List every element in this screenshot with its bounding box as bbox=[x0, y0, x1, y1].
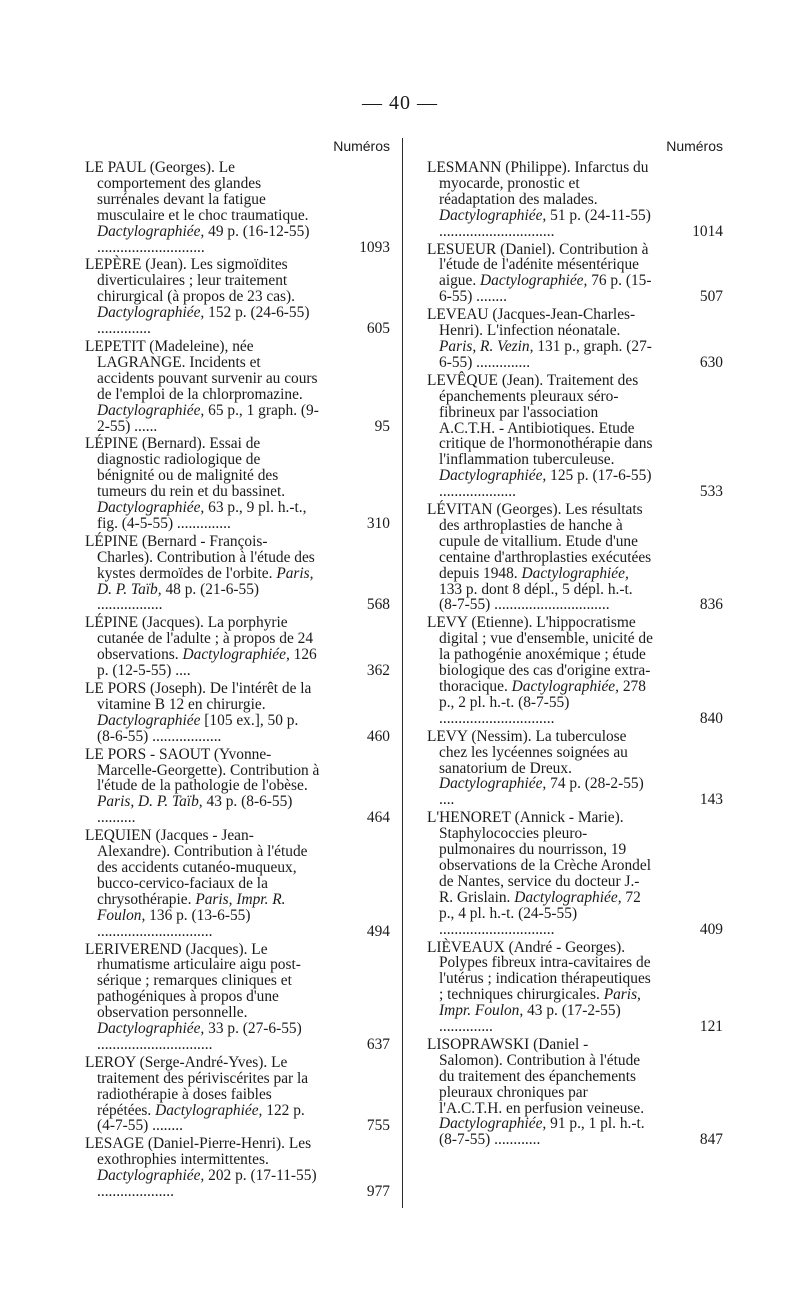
bibliography-entry bbox=[427, 307, 723, 371]
author-given-names: (Bernard). bbox=[141, 435, 206, 453]
author-given-names: (Daniel). bbox=[500, 240, 556, 258]
bibliography-entry bbox=[85, 257, 390, 337]
publication-info: Paris, R. Vezin, bbox=[439, 337, 534, 355]
bibliography-entry bbox=[85, 681, 390, 745]
publication-info: Dactylographiée, bbox=[97, 499, 205, 517]
bibliography-entry bbox=[427, 615, 723, 726]
pagination-date: 202 p. (17-11-55) .................... bbox=[97, 1167, 317, 1201]
publication-info: Dactylographiée, bbox=[439, 1115, 547, 1133]
bibliography-entry bbox=[427, 729, 723, 809]
thesis-title: Essai de diagnostic radiologique de bénignité ou de malignité des tumeurs du rein et du bassinet. bbox=[97, 435, 286, 501]
bibliography-entry bbox=[85, 436, 390, 531]
publication-info: Paris, Impr. R. Foulon, bbox=[97, 890, 286, 924]
bibliography-entry bbox=[427, 810, 723, 937]
author-surname: LEVY bbox=[427, 614, 468, 632]
entry-number: 1014 bbox=[692, 222, 723, 240]
left-entry-list bbox=[85, 160, 390, 1200]
entry-number: 630 bbox=[699, 353, 723, 371]
pagination-date: 49 p. (16-12-55) ............................ bbox=[97, 222, 310, 256]
pagination-date: 72 p., 4 pl. h.-t. (24-5-55) .............................. bbox=[439, 888, 641, 938]
entry-number: 637 bbox=[366, 1035, 390, 1053]
publication-info: Dactylographiée, bbox=[97, 1167, 205, 1185]
author-surname: LEROY bbox=[85, 1053, 136, 1071]
thesis-title: Traitement des épanchements pleuraux séro-fibrineux par l'association A.C.T.H. - Antibiotiques. Etude critique de l'hormonothérapie dans l'inflammation tuberculeuse. bbox=[439, 371, 653, 469]
bibliography-entry bbox=[427, 242, 723, 306]
author-surname: LÉPINE bbox=[85, 532, 139, 550]
entry-number: 836 bbox=[699, 596, 723, 614]
bibliography-entry bbox=[85, 747, 390, 827]
thesis-title: Les sigmoïdites diverticulaires ; leur traitement chirurgical (à propos de 23 cas). bbox=[97, 256, 296, 306]
author-surname: LE PORS bbox=[85, 680, 147, 697]
thesis-title: Le traitement des périviscérites par la radiothérapie à doses faibles répétées. bbox=[97, 1053, 309, 1119]
right-entry-list bbox=[427, 160, 723, 1148]
thesis-title: Contribution à l'étude du traitement des épanchements pleuraux chroniques par l'A.C.T.H. en perfusion veineuse. bbox=[439, 1051, 645, 1117]
entry-number: 121 bbox=[699, 1018, 723, 1036]
bibliography-entry bbox=[85, 160, 390, 255]
bibliography-entry bbox=[427, 1037, 723, 1148]
pagination-date: 63 p., 9 pl. h.-t., fig. (4-5-55) .............. bbox=[97, 499, 307, 532]
pagination-date: 126 p. (12-5-55) .... bbox=[97, 646, 317, 680]
entry-number: 605 bbox=[366, 320, 390, 338]
left-column bbox=[85, 138, 390, 1202]
entry-number: 755 bbox=[366, 1117, 390, 1135]
pagination-date: 152 p. (24-6-55) .............. bbox=[97, 304, 310, 338]
entry-number: 840 bbox=[699, 709, 723, 727]
thesis-title: Contribution à l'étude des kystes dermoïdes de l'orbite. bbox=[97, 548, 315, 582]
publication-info: Dactylographiée, bbox=[480, 272, 588, 290]
pagination-date: 91 p., 1 pl. h.-t. (8-7-55) ............ bbox=[439, 1115, 645, 1149]
entry-number: 533 bbox=[699, 483, 723, 501]
publication-info: Dactylographiée, bbox=[97, 401, 205, 419]
entry-number: 310 bbox=[366, 514, 390, 532]
right-column bbox=[427, 138, 723, 1150]
thesis-title: Les résultats des arthroplasties de hanche à cupule de vitallium. Etude d'une centaine d'arthroplasties exécutées depuis 1948. bbox=[439, 501, 652, 582]
author-given-names: (Jacques). bbox=[141, 614, 204, 632]
publication-info: Dactylographiée bbox=[97, 711, 201, 729]
author-given-names: (Jacques). bbox=[185, 940, 248, 958]
publication-info: Dactylographiée, bbox=[439, 775, 547, 793]
publication-info: Dactylographiée, bbox=[182, 646, 290, 664]
author-given-names: (André - Georges). bbox=[508, 938, 626, 956]
author-given-names: (Serge-André-Yves). bbox=[139, 1053, 268, 1071]
entry-number: 494 bbox=[366, 922, 390, 940]
author-surname: LEQUIEN bbox=[85, 827, 152, 845]
author-given-names: (Jean). bbox=[501, 371, 544, 389]
author-surname: LÉPINE bbox=[85, 435, 139, 453]
author-surname: LE PAUL bbox=[85, 159, 146, 176]
entry-number: 507 bbox=[699, 288, 723, 306]
thesis-title: De l'intérêt de la vitamine B 12 en chirurgie. bbox=[97, 680, 312, 713]
publication-info: Dactylographiée, bbox=[97, 1020, 205, 1038]
bibliography-entry bbox=[427, 373, 723, 500]
author-given-names: (Jacques-Jean-Charles-Henri). bbox=[439, 306, 636, 340]
bibliography-entry bbox=[427, 940, 723, 1035]
author-surname: LEPÈRE bbox=[85, 256, 142, 274]
bibliography-entry bbox=[85, 942, 390, 1053]
page-number: — 40 — bbox=[362, 92, 438, 114]
author-surname: L'HENORET bbox=[427, 809, 511, 827]
author-surname: LEVY bbox=[427, 727, 468, 745]
publication-info: Dactylographiée, bbox=[511, 678, 619, 695]
thesis-title: Staphylococcies pleuro-pulmonaires du nourrisson, 19 observations de la Crèche Arondel de Nantes, service du docteur J.-R. Grislain. bbox=[439, 825, 651, 906]
thesis-title: Contribution à l'étude de l'adénite mésentérique aigue. bbox=[439, 240, 649, 290]
pagination-date: 51 p. (24-11-55) .............................. bbox=[439, 206, 651, 240]
pagination-date: 33 p. (27-6-55) .............................. bbox=[97, 1020, 302, 1053]
bibliography-entry bbox=[85, 339, 390, 434]
bibliography-entry bbox=[85, 828, 390, 939]
pagination-date: 43 p. (8-6-55) .......... bbox=[97, 793, 293, 827]
pagination-date: 48 p. (21-6-55) ................. bbox=[97, 580, 260, 614]
thesis-title: née LAGRANGE. Incidents et accidents pouvant survenir au cours de l'emploi de la chlorpromazine. bbox=[97, 337, 318, 403]
author-given-names: (Georges). bbox=[496, 501, 562, 519]
column-divider bbox=[402, 138, 403, 1208]
author-given-names: (Daniel - Salomon). bbox=[439, 1035, 589, 1069]
publication-info: Dactylographiée, bbox=[155, 1101, 263, 1119]
entry-number: 362 bbox=[366, 662, 390, 680]
author-surname: LEPETIT bbox=[85, 337, 146, 355]
author-given-names: (Nessim). bbox=[471, 727, 532, 745]
pagination-date: [105 ex.], 50 p. (8-6-55) .................. bbox=[97, 711, 299, 745]
entry-number: 409 bbox=[699, 920, 723, 938]
bibliography-entry bbox=[85, 615, 390, 679]
pagination-date: 43 p. (17-2-55) .............. bbox=[439, 1002, 621, 1036]
pagination-date: 122 p. (4-7-55) ........ bbox=[97, 1101, 305, 1135]
author-surname: LESAGE bbox=[85, 1135, 144, 1153]
publication-info: Paris, D. P. Taïb, bbox=[97, 564, 314, 598]
author-given-names: (Bernard - François-Charles). bbox=[97, 532, 268, 566]
author-given-names: (Madeleine), bbox=[149, 337, 229, 355]
author-surname: LIÈVEAUX bbox=[427, 938, 505, 956]
publication-info: Dactylographiée, bbox=[514, 888, 622, 906]
author-given-names: (Annick - Marie). bbox=[514, 809, 624, 827]
entry-number: 143 bbox=[699, 791, 723, 809]
thesis-title: Contribution à l'étude de la pathologie de l'obèse. bbox=[97, 761, 320, 795]
publication-info: Paris, D. P. Taïb, bbox=[97, 793, 203, 811]
author-given-names: (Daniel-Pierre-Henri). bbox=[147, 1135, 286, 1153]
publication-info: Paris, Impr. Foulon, bbox=[439, 986, 641, 1020]
thesis-title: Contribution à l'étude des accidents cutanéo-muqueux, bucco-cervico-faciaux de la chrysothérapie. bbox=[97, 843, 308, 908]
author-surname: LISOPRAWSKI bbox=[427, 1035, 530, 1053]
author-surname: LE PORS - SAOUT bbox=[85, 745, 210, 763]
author-surname: LÉPINE bbox=[85, 614, 139, 632]
thesis-title: L'infection néonatale. bbox=[486, 322, 621, 340]
pagination-date: 133 p. dont 8 dépl., 5 dépl. h.-t. (8-7-55) .............................. bbox=[439, 580, 633, 614]
pagination-date: 74 p. (28-2-55) .... bbox=[439, 775, 644, 809]
entry-number: 464 bbox=[366, 809, 390, 827]
publication-info: Dactylographiée, bbox=[97, 222, 205, 240]
thesis-title: La porphyrie cutanée de l'adulte ; à propos de 24 observations. bbox=[97, 614, 314, 664]
thesis-title: La tuberculose chez les lycéennes soignées au sanatorium de Dreux. bbox=[439, 727, 628, 777]
author-surname: LESUEUR bbox=[427, 240, 497, 258]
bibliography-entry bbox=[85, 1136, 390, 1200]
entry-number: 460 bbox=[366, 727, 390, 745]
author-surname: LESMANN bbox=[427, 159, 502, 176]
publication-info: Dactylographiée, bbox=[521, 564, 629, 582]
bibliography-entry bbox=[427, 160, 723, 240]
entry-number: 977 bbox=[366, 1183, 390, 1201]
author-given-names: (Jacques - Jean-Alexandre). bbox=[97, 827, 254, 861]
thesis-title: Le comportement des glandes surrénales devant la fatigue musculaire et le choc traumatique. bbox=[97, 159, 309, 224]
entry-number: 1093 bbox=[359, 238, 390, 256]
pagination-date: 76 p. (15-6-55) ........ bbox=[439, 272, 652, 306]
pagination-date: 278 p., 2 pl. h.-t. (8-7-55) .............................. bbox=[439, 678, 646, 727]
thesis-title: Le rhumatisme articulaire aigu post-sérique ; remarques cliniques et pathogéniques à propos d'une observation personnelle. bbox=[97, 940, 301, 1022]
author-given-names: (Philippe). bbox=[505, 159, 571, 176]
author-surname: LEVÊQUE bbox=[427, 371, 498, 389]
author-given-names: (Georges). bbox=[149, 159, 215, 176]
thesis-title: Les exothrophies intermittentes. bbox=[97, 1135, 312, 1169]
bibliography-entry bbox=[427, 502, 723, 613]
publication-info: Dactylographiée, bbox=[439, 467, 547, 485]
author-given-names: (Yvonne-Marcelle-Georgette). bbox=[97, 745, 272, 779]
pagination-date: 125 p. (17-6-55) .................... bbox=[439, 467, 652, 501]
author-given-names: (Joseph). bbox=[150, 680, 207, 697]
pagination-date: 65 p., 1 graph. (9-2-55) ...... bbox=[97, 401, 319, 435]
entry-number: 847 bbox=[699, 1131, 723, 1149]
author-surname: LERIVEREND bbox=[85, 940, 182, 958]
thesis-title: Infarctus du myocarde, pronostic et réadaptation des malades. bbox=[439, 159, 649, 208]
pagination-date: 131 p., graph. (27-6-55) .............. bbox=[439, 337, 652, 371]
entry-number: 95 bbox=[374, 417, 390, 435]
author-given-names: (Jean). bbox=[145, 256, 187, 274]
thesis-title: L'hippocratisme digital ; vue d'ensemble, unicité de la pathogénie anoxémique ; étude biologique des cas d'origine extra-thoracique. bbox=[439, 614, 653, 695]
entry-number: 568 bbox=[366, 596, 390, 614]
bibliography-entry bbox=[85, 534, 390, 614]
publication-info: Dactylographiée, bbox=[97, 304, 205, 322]
right-column-header: Numéros bbox=[666, 138, 723, 154]
pagination-date: 136 p. (13-6-55) .............................. bbox=[97, 906, 251, 940]
left-column-header: Numéros bbox=[333, 138, 390, 154]
author-surname: LÉVITAN bbox=[427, 501, 493, 519]
thesis-title: Polypes fibreux intra-cavitaires de l'utérus ; indication thérapeutiques ; techniques chirurgicales. bbox=[439, 954, 651, 1004]
publication-info: Dactylographiée, bbox=[439, 206, 547, 224]
author-surname: LEVEAU bbox=[427, 306, 489, 324]
bibliography-entry bbox=[85, 1055, 390, 1135]
author-given-names: (Etienne). bbox=[471, 614, 533, 632]
